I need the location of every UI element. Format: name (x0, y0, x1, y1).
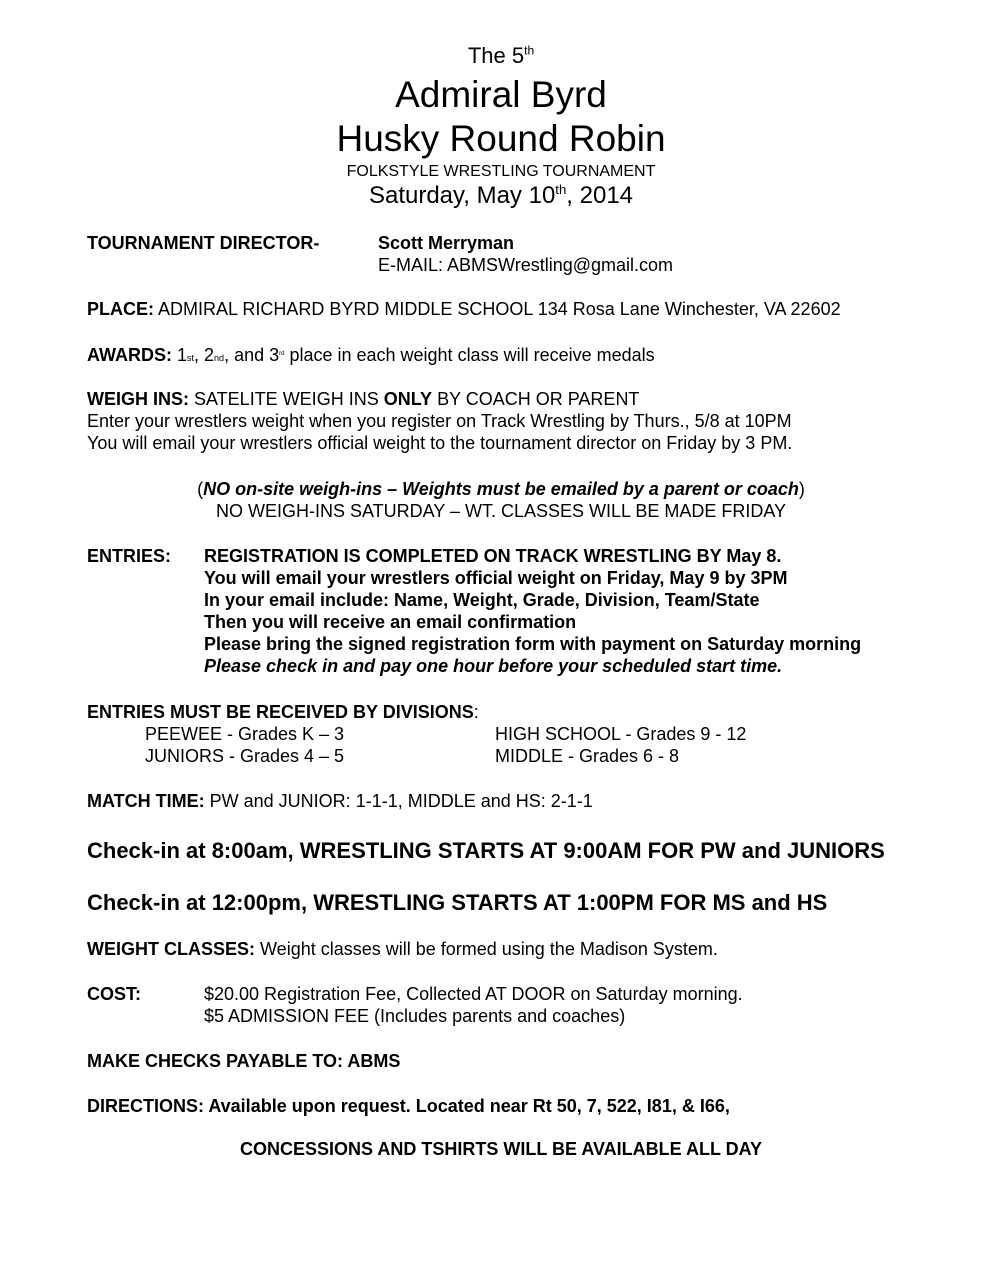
weigh-ins-line-2: Enter your wrestlers weight when you register on Track Wrestling by Thurs., 5/8 at 10PM (87, 411, 792, 431)
entries-line-5: Please bring the signed registration form with payment on Saturday morning (204, 634, 862, 654)
title-line-2: Husky Round Robin (336, 118, 666, 159)
weight-classes-label: WEIGHT CLASSES: (87, 939, 256, 959)
divisions-colon: : (473, 702, 479, 722)
awards-p4: place in each weight class will receive medals (284, 345, 655, 365)
edition-text: The 5 (467, 43, 525, 68)
awards-label: AWARDS: (87, 345, 172, 365)
weigh-ins-only: ONLY (383, 389, 433, 409)
date-year: , 2014 (566, 182, 634, 209)
cost-label: COST: (87, 984, 141, 1004)
weigh-ins-text-b: BY COACH OR PARENT (432, 389, 640, 409)
weigh-ins-label: WEIGH INS: (87, 389, 189, 409)
division-peewee: PEEWEE - Grades K – 3 (145, 724, 345, 744)
awards-p1: 1 (172, 345, 188, 365)
directions-line: DIRECTIONS: Available upon request. Located near Rt 50, 7, 522, I81, & I66, (87, 1096, 730, 1116)
checkin-line-2: Check-in at 12:00pm, WRESTLING STARTS AT 1:00PM FOR MS and HS (87, 890, 828, 915)
checks-payable: MAKE CHECKS PAYABLE TO: ABMS (87, 1051, 401, 1071)
division-juniors: JUNIORS - Grades 4 – 5 (145, 746, 345, 766)
division-middle: MIDDLE - Grades 6 - 8 (495, 746, 680, 766)
weigh-ins-text-a: SATELITE WEIGH INS (189, 389, 384, 409)
date-prefix: Saturday, May 10 (368, 182, 556, 209)
match-time-line (87, 790, 593, 812)
edition-suffix: th (524, 43, 535, 58)
awards-s1: st (187, 352, 195, 363)
director-email[interactable]: E-MAIL: ABMSWrestling@gmail.com (378, 255, 674, 275)
cost-line-2: $5 ADMISSION FEE (Includes parents and coaches) (204, 1006, 626, 1026)
entries-line-2: You will email your wrestlers official weight on Friday, May 9 by 3PM (204, 568, 788, 588)
awards-p2: , 2 (194, 345, 215, 365)
entries-label: ENTRIES: (87, 546, 172, 566)
edition-line (0, 42, 990, 70)
entries-line-1: REGISTRATION IS COMPLETED ON TRACK WRESTLING BY May 8. (204, 546, 782, 566)
place-label: PLACE: (87, 299, 154, 319)
weigh-ins-line-3: You will email your wrestlers official weight to the tournament director on Friday by 3 PM. (87, 433, 793, 453)
awards-s2: nd (214, 352, 225, 363)
entries-line-4: Then you will receive an email confirmation (204, 612, 577, 632)
place-line (87, 298, 841, 320)
cost-line-1: $20.00 Registration Fee, Collected AT DOOR on Saturday morning. (204, 984, 743, 1004)
divisions-label: ENTRIES MUST BE RECEIVED BY DIVISIONS (87, 702, 474, 722)
divisions-header (87, 701, 479, 723)
director-label: TOURNAMENT DIRECTOR- (87, 233, 320, 253)
notice-emph: NO on-site weigh-ins – Weights must be emailed by a parent or coach (203, 479, 799, 499)
notice-line-2: NO WEIGH-INS SATURDAY – WT. CLASSES WILL BE MADE FRIDAY (215, 501, 787, 521)
weigh-ins-line-1 (87, 388, 639, 410)
match-time-label: MATCH TIME: (87, 791, 205, 811)
entries-line-3: In your email include: Name, Weight, Grade, Division, Team/State (204, 590, 760, 610)
concessions-line: CONCESSIONS AND TSHIRTS WILL BE AVAILABLE ALL DAY (239, 1139, 763, 1159)
notice-line-1 (0, 478, 990, 500)
director-name: Scott Merryman (378, 233, 515, 253)
checkin-line-1: Check-in at 8:00am, WRESTLING STARTS AT 9:00AM FOR PW and JUNIORS (87, 838, 885, 863)
entries-italic-line: Please check in and pay one hour before your scheduled start time. (204, 656, 783, 676)
notice-close: ) (798, 479, 805, 499)
weight-classes-text: Weight classes will be formed using the Madison System. (255, 939, 718, 959)
event-date (0, 180, 990, 212)
awards-p3: , and 3 (224, 345, 280, 365)
division-high-school: HIGH SCHOOL - Grades 9 - 12 (495, 724, 747, 744)
awards-line (87, 344, 655, 371)
subtitle: FOLKSTYLE WRESTLING TOURNAMENT (346, 163, 656, 180)
notice-open: ( (197, 479, 204, 499)
weight-classes-line (87, 938, 718, 960)
match-time-text: PW and JUNIOR: 1-1-1, MIDDLE and HS: 2-1-1 (204, 791, 593, 811)
awards-s3: rd (279, 351, 285, 357)
place-text: ADMIRAL RICHARD BYRD MIDDLE SCHOOL 134 Rosa Lane Winchester, VA 22602 (154, 299, 841, 319)
date-suffix-sup: th (555, 182, 567, 197)
title-line-1: Admiral Byrd (395, 74, 607, 115)
